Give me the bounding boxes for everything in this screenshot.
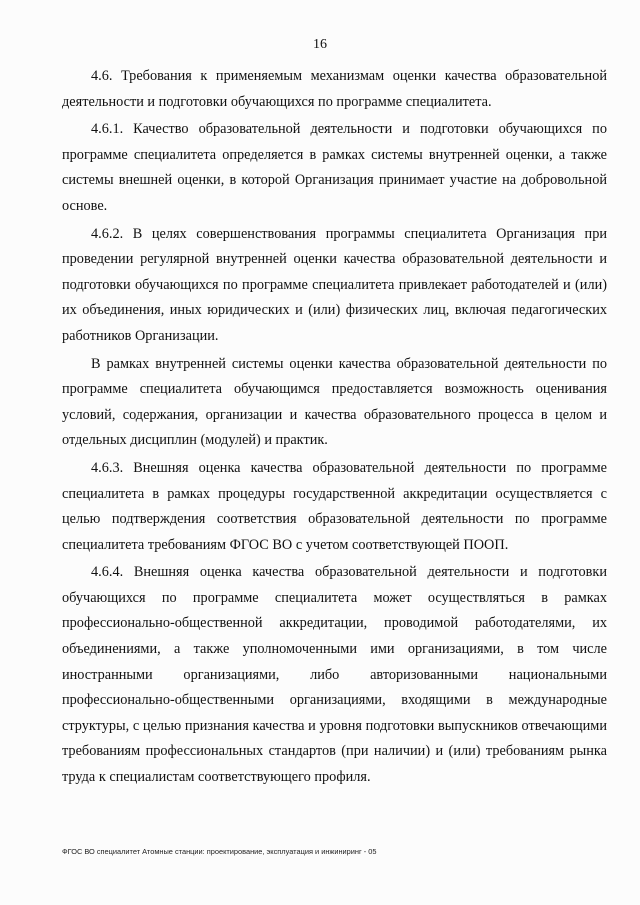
paragraph-4-6-3: 4.6.3. Внешняя оценка качества образовательной деятельности по программе специалитета в рамках процедуры государственной аккредитации осуществляется с целью подтверждения соответствия образовательной деятельности по программе специалитета требованиям ФГОС ВО с учетом соответствующей ПООП. [62, 459, 607, 553]
paragraph-4-6-title: 4.6. Требования к применяемым механизмам оценки качества образовательной деятельности и подготовки обучающихся по программе специалитета. [62, 68, 607, 110]
page-footer: ФГОС ВО специалитет Атомные станции: проектирование, эксплуатация и инжиниринг - 05 [62, 847, 377, 856]
paragraph-4-6-2: 4.6.2. В целях совершенствования программы специалитета Организация при проведении регулярной внутренней оценки качества образовательной деятельности и подготовки обучающихся по программе специалитета привлекает работодателей и (или) их объединения, иных юридических и (или) физических лиц, включая педагогических работников Организации. [62, 225, 607, 344]
paragraph-4-6-1: 4.6.1. Качество образовательной деятельности и подготовки обучающихся по программе специалитета определяется в рамках системы внутренней оценки, а также системы внешней оценки, в которой Организация принимает участие на добровольной основе. [62, 121, 607, 214]
page-number: 16 [313, 37, 327, 52]
document-body [62, 64, 607, 793]
paragraph-internal-assessment: В рамках внутренней системы оценки качества образовательной деятельности по программе специалитета обучающимся предоставляется возможность оценивания условий, содержания, организации и качества образовательного процесса в целом и отдельных дисциплин (модулей) и практик. [62, 355, 607, 449]
paragraph-4-6-4: 4.6.4. Внешняя оценка качества образовательной деятельности и подготовки обучающихся по программе специалитета может осуществляться в рамках профессионально-общественной аккредитации, проводимой работодателями, их объединениями, а также уполномоченными ими организациями, в том числе иностранными организациями, либо авторизованными национальными профессионально-общественными организациями, входящими в международные структуры, с целью признания качества и уровня подготовки выпускников отвечающими требованиям профессиональных стандартов (при наличии) и (или) требованиям рынка труда к специалистам соответствующего профиля. [62, 564, 607, 786]
